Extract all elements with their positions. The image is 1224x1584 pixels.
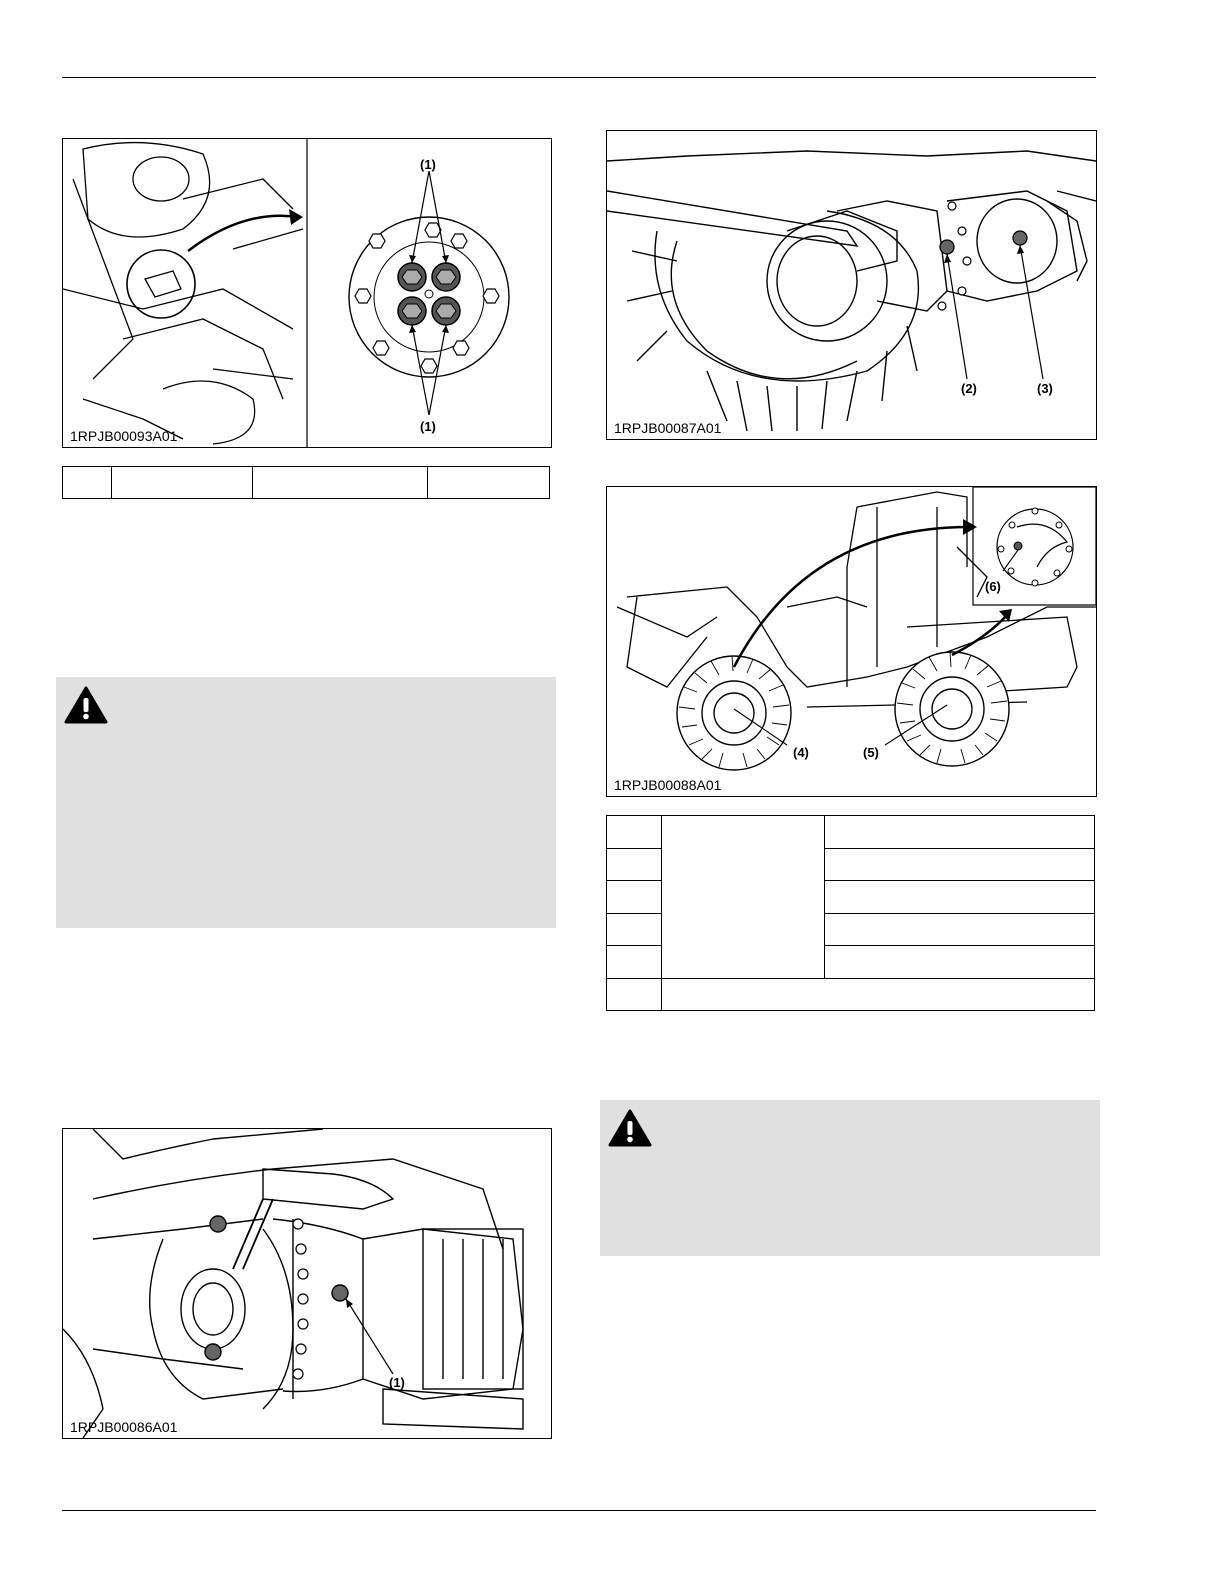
warning-box-right — [600, 1100, 1100, 1256]
figure-3-illustration — [607, 131, 1096, 439]
figure-2-illustration — [63, 1129, 551, 1438]
figure-wheel-hub-plugs — [606, 486, 1097, 797]
figure-axle-check-plugs — [606, 130, 1097, 440]
table-cell — [825, 881, 1095, 914]
table-cell — [825, 816, 1095, 849]
header-rule — [62, 77, 1096, 78]
figure-4-illustration — [607, 487, 1096, 796]
footer-rule — [62, 1510, 1096, 1511]
figure-id: 1RPJB00087A01 — [614, 420, 722, 436]
table-cell — [662, 816, 825, 979]
torque-table — [62, 466, 550, 499]
table-cell — [607, 881, 662, 914]
callout-6: (6) — [985, 579, 1001, 594]
figure-propeller-shaft-flange — [62, 138, 552, 448]
table-cell — [63, 467, 112, 499]
oil-capacity-table — [606, 815, 1095, 1011]
table-cell — [253, 467, 428, 499]
warning-triangle-icon — [64, 686, 108, 724]
table-cell — [825, 848, 1095, 881]
table-cell — [607, 946, 662, 979]
table-cell — [607, 816, 662, 849]
table-cell — [607, 913, 662, 946]
table-cell — [825, 913, 1095, 946]
warning-triangle-icon — [608, 1109, 652, 1147]
table-cell — [662, 978, 1095, 1011]
callout-1-bottom: (1) — [420, 419, 436, 434]
callout-2: (2) — [961, 381, 977, 396]
table-cell — [607, 978, 662, 1011]
callout-4: (4) — [793, 745, 809, 760]
table-cell — [428, 467, 550, 499]
figure-1-illustration — [63, 139, 551, 447]
table-cell — [112, 467, 253, 499]
callout-5: (5) — [863, 745, 879, 760]
table-cell — [825, 946, 1095, 979]
figure-id: 1RPJB00093A01 — [70, 428, 178, 444]
callout-3: (3) — [1037, 381, 1053, 396]
table-cell — [607, 848, 662, 881]
warning-box-left — [56, 677, 556, 928]
figure-id: 1RPJB00086A01 — [70, 1419, 178, 1435]
figure-axle-drain-plug — [62, 1128, 552, 1439]
callout-1: (1) — [389, 1375, 405, 1390]
callout-1-top: (1) — [420, 157, 436, 172]
figure-id: 1RPJB00088A01 — [614, 777, 722, 793]
